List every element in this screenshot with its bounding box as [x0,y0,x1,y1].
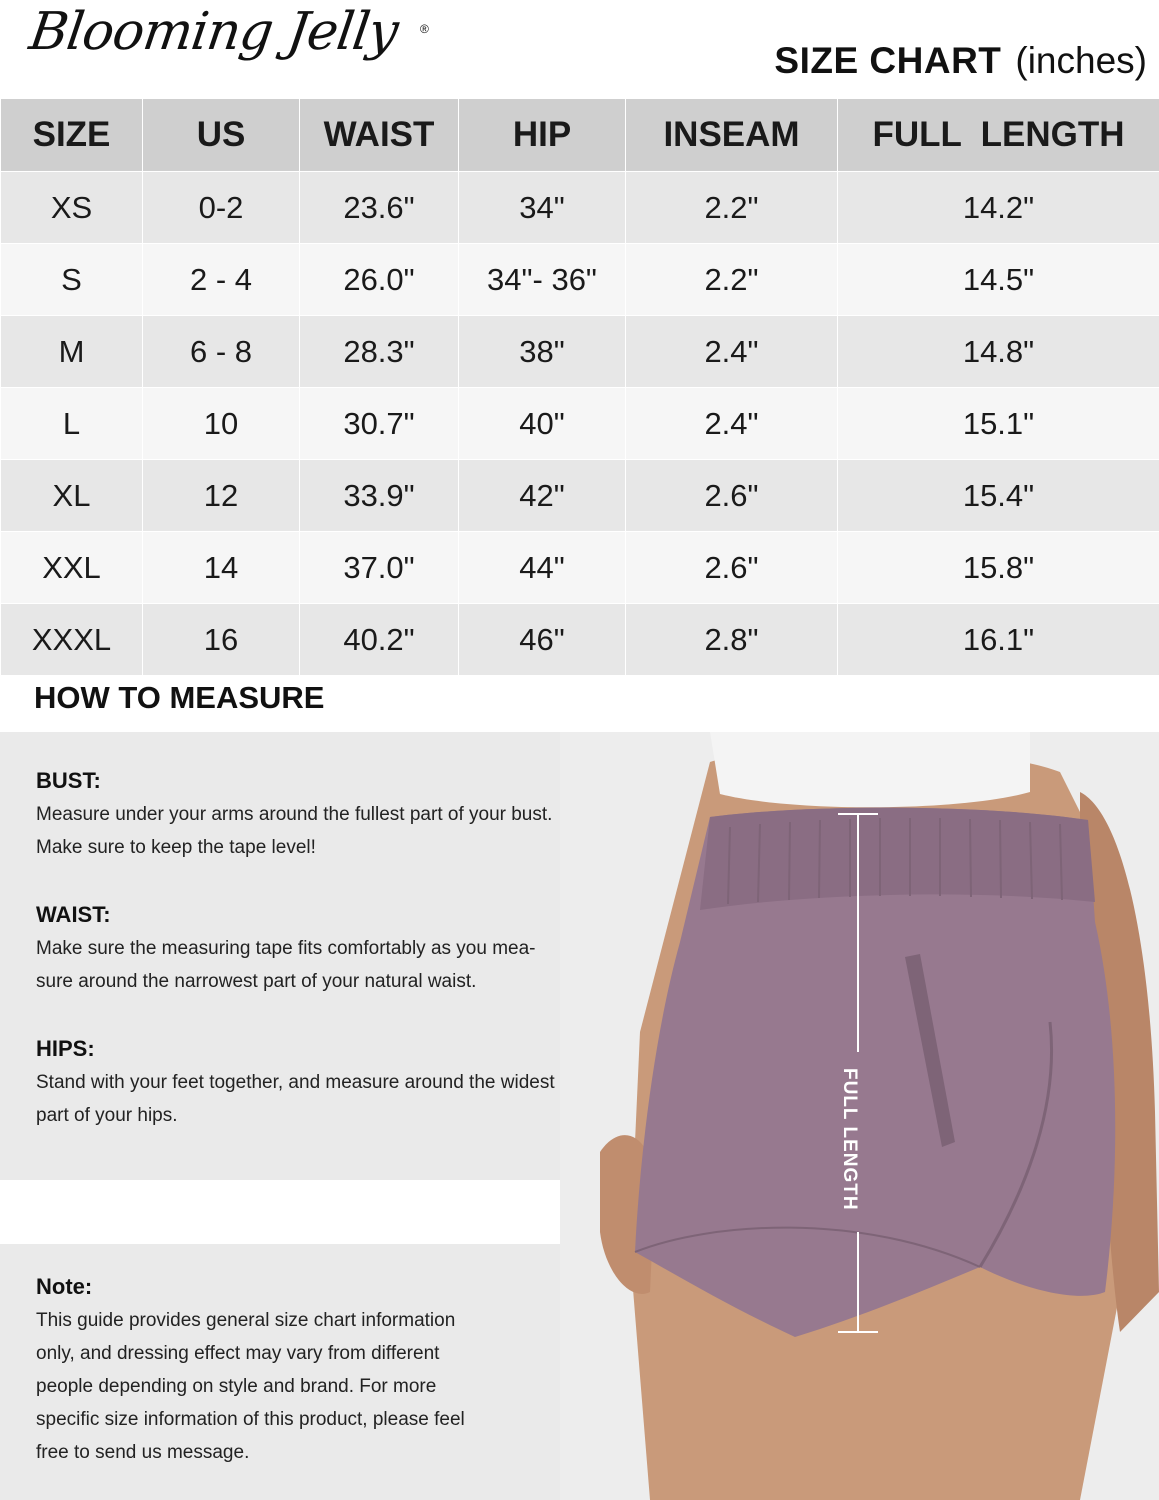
table-cell: XXL [1,532,143,604]
column-header-inseam: INSEAM [626,99,838,172]
table-cell: 2.4" [626,388,838,460]
column-header-waist: WAIST [300,99,459,172]
hips-line-1: Stand with your feet together, and measure around the widest [36,1072,555,1093]
table-cell: 38" [459,316,626,388]
table-cell: 23.6" [300,172,459,244]
unit-label: (inches) [1015,40,1147,81]
brand-logo: Blooming Jelly [25,2,402,62]
bust-instructions [36,768,626,864]
table-row [1,316,1159,388]
table-cell: 33.9" [300,460,459,532]
bust-heading: BUST: [36,768,101,793]
table-cell: 2 - 4 [143,244,300,316]
table-cell: 30.7" [300,388,459,460]
table-cell: 40.2" [300,604,459,676]
table-cell: 16 [143,604,300,676]
note-line-4: specific size information of this product, please feel [36,1409,465,1430]
size-chart-heading: SIZE CHART [774,40,1002,81]
table-cell: L [1,388,143,460]
hips-line-2: part of your hips. [36,1105,178,1126]
table-cell: 2.2" [626,244,838,316]
table-cell: 2.6" [626,460,838,532]
table-cell: S [1,244,143,316]
table-cell: 34"- 36" [459,244,626,316]
table-row [1,244,1159,316]
table-cell: 40" [459,388,626,460]
column-header-hip: HIP [459,99,626,172]
table-cell: 46" [459,604,626,676]
note-heading: Note: [36,1274,93,1299]
waist-instructions [36,902,626,998]
table-cell: 10 [143,388,300,460]
size-chart-title [774,40,1147,82]
waist-line-1: Make sure the measuring tape fits comfortably as you mea- [36,938,536,959]
table-cell: 2.4" [626,316,838,388]
note-block [36,1274,576,1469]
table-cell: 15.1" [838,388,1159,460]
column-header-us: US [143,99,300,172]
table-cell: 12 [143,460,300,532]
note-line-2: only, and dressing effect may vary from different [36,1343,440,1364]
table-header-row [1,99,1159,172]
table-cell: 14 [143,532,300,604]
waist-heading: WAIST: [36,902,111,927]
table-cell: 34" [459,172,626,244]
table-cell: 44" [459,532,626,604]
table-cell: 26.0" [300,244,459,316]
note-line-1: This guide provides general size chart information [36,1310,456,1331]
table-row [1,532,1159,604]
table-cell: 14.8" [838,316,1159,388]
table-cell: 28.3" [300,316,459,388]
table-cell: 37.0" [300,532,459,604]
table-cell: 15.4" [838,460,1159,532]
column-header-full-length: FULL LENGTH [838,99,1159,172]
table-cell: XXXL [1,604,143,676]
note-line-5: free to send us message. [36,1442,250,1463]
table-row [1,172,1159,244]
table-cell: 2.6" [626,532,838,604]
table-cell: 2.2" [626,172,838,244]
table-cell: XS [1,172,143,244]
table-row [1,388,1159,460]
bust-line-2: Make sure to keep the tape level! [36,837,316,858]
table-row [1,460,1159,532]
table-cell: 42" [459,460,626,532]
table-cell: 2.8" [626,604,838,676]
table-cell: 16.1" [838,604,1159,676]
full-length-label: FULL LENGTH [839,1068,860,1211]
registered-mark: ® [420,22,429,36]
hips-instructions [36,1036,626,1132]
table-cell: 14.5" [838,244,1159,316]
size-table [0,98,1159,676]
header [0,0,1159,98]
hips-heading: HIPS: [36,1036,95,1061]
table-cell: 14.2" [838,172,1159,244]
bust-line-1: Measure under your arms around the fullest part of your bust. [36,804,553,825]
note-line-3: people depending on style and brand. For more [36,1376,437,1397]
table-cell: 15.8" [838,532,1159,604]
table-cell: M [1,316,143,388]
table-cell: 6 - 8 [143,316,300,388]
table-cell: XL [1,460,143,532]
waist-line-2: sure around the narrowest part of your natural waist. [36,971,477,992]
table-cell: 0-2 [143,172,300,244]
how-to-measure-title: HOW TO MEASURE [34,680,325,715]
table-row [1,604,1159,676]
crop-top [710,732,1030,807]
column-header-size: SIZE [1,99,143,172]
